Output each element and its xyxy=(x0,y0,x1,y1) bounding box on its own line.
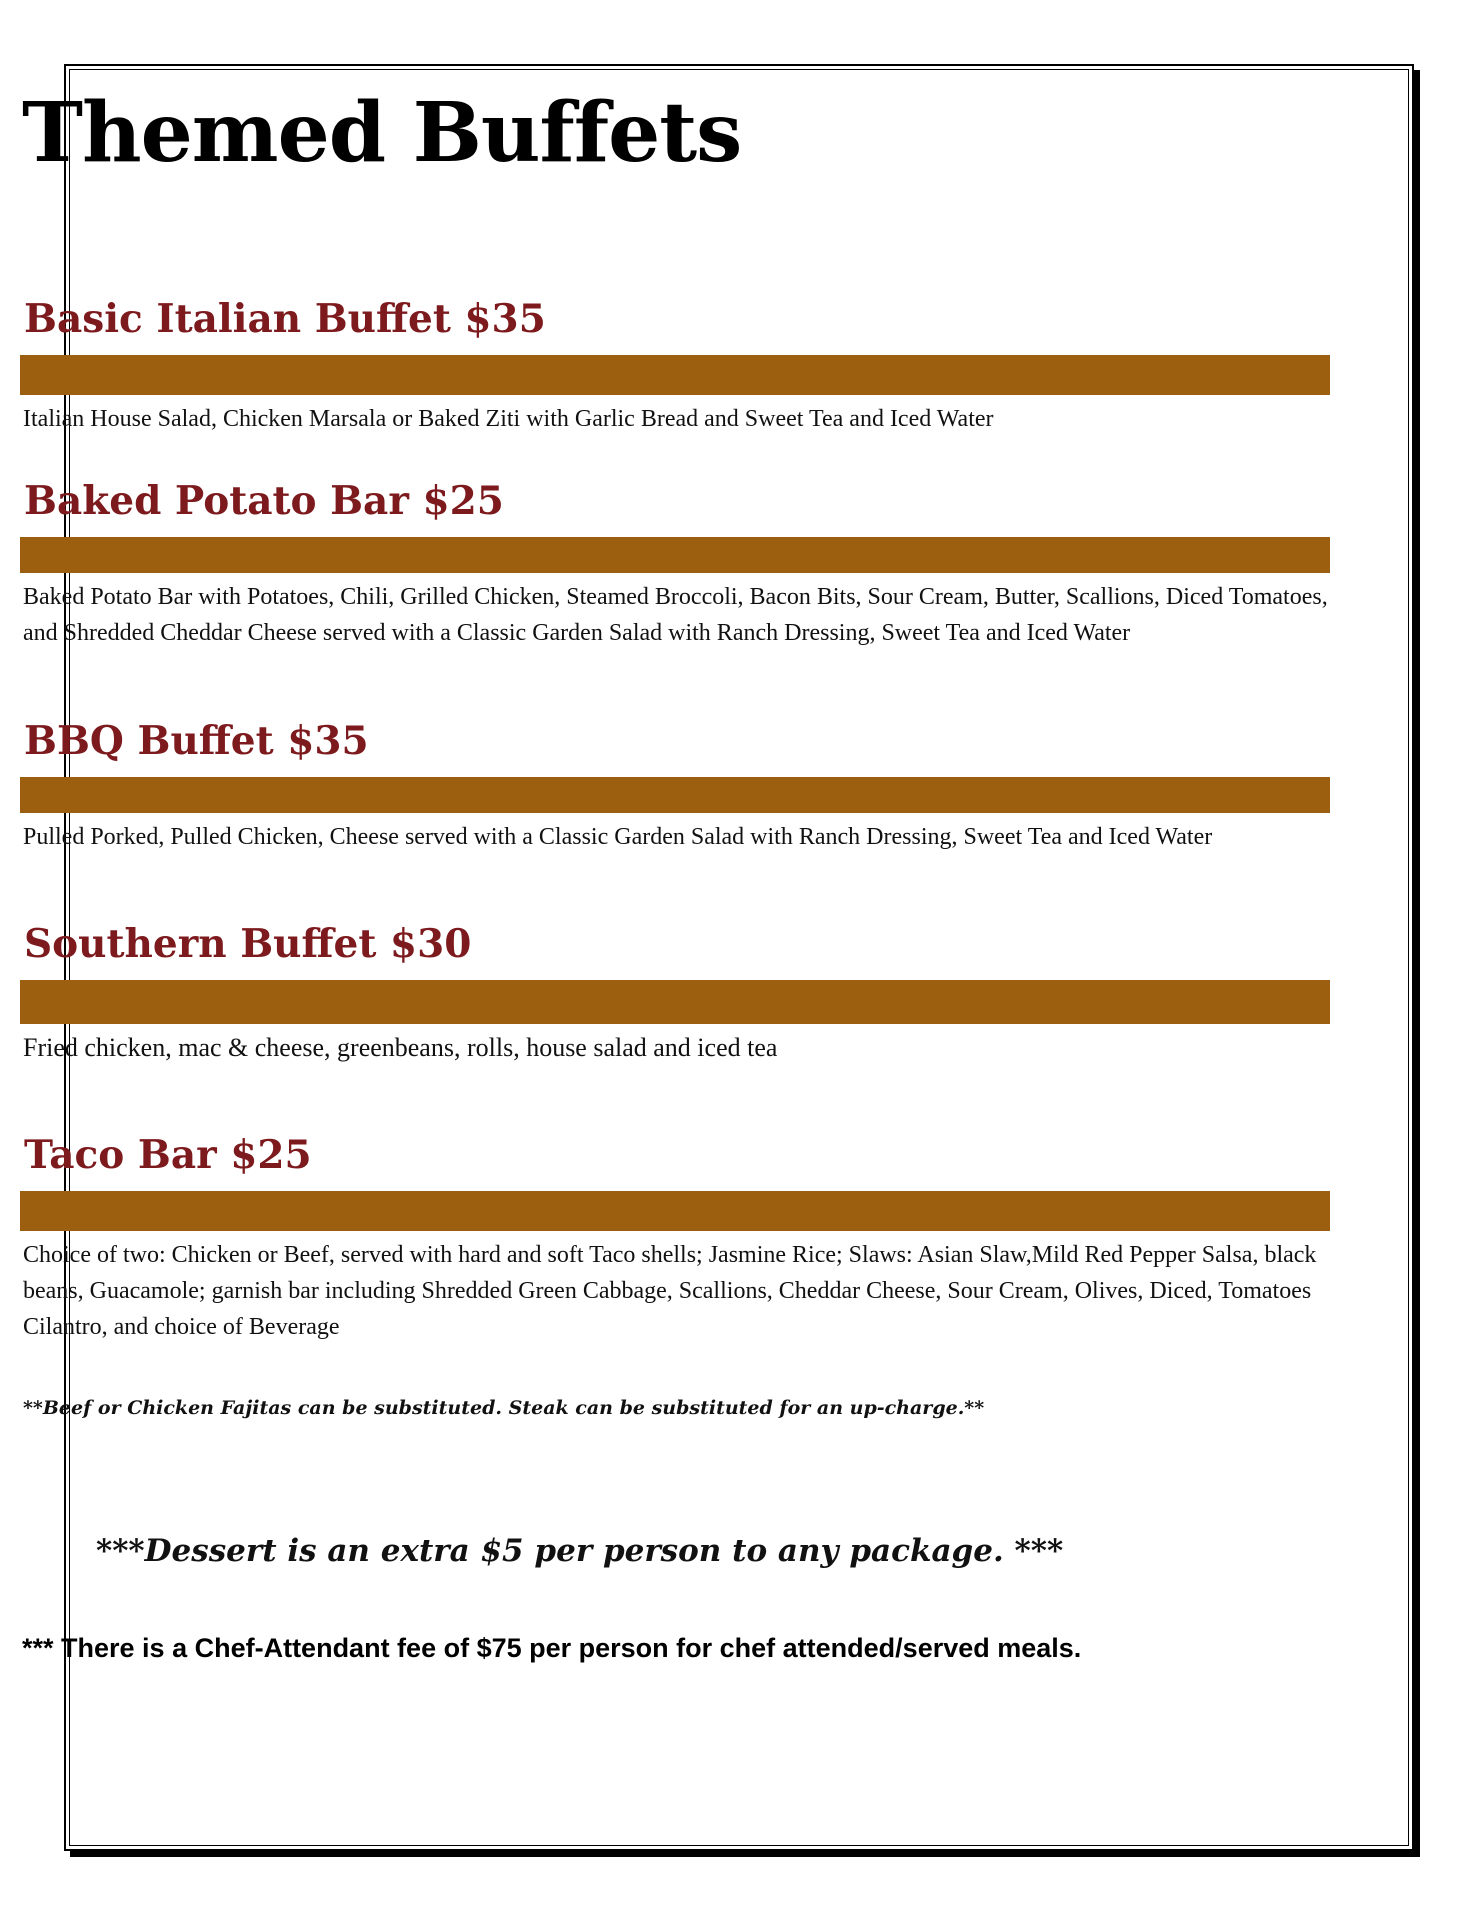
section-divider-bar xyxy=(20,355,1330,395)
section-divider-bar xyxy=(20,537,1330,573)
section-divider-bar xyxy=(20,777,1330,813)
section-heading: Baked Potato Bar $25 xyxy=(24,478,504,524)
section-description: Choice of two: Chicken or Beef, served with hard and soft Taco shells; Jasmine Rice; Slaws: Asian Slaw,Mild Red Pepper Salsa, black beans, Guacamole; garnish bar including Shredded Green Cabbage, Scallions, Cheddar Cheese, Sour Cream, Olives, Diced, Tomatoes Cilantro, and choice of Beverage xyxy=(23,1242,1317,1340)
section-baked-potato-bar xyxy=(20,478,1330,651)
section-divider-bar xyxy=(20,1191,1330,1231)
section-taco-bar xyxy=(20,1132,1330,1345)
section-basic-italian-buffet xyxy=(20,296,1330,437)
section-description: Italian House Salad, Chicken Marsala or Baked Ziti with Garlic Bread and Sweet Tea and Iced Water xyxy=(23,406,994,432)
section-divider-bar xyxy=(20,980,1330,1024)
dessert-note: ***Dessert is an extra $5 per person to any package. *** xyxy=(96,1533,1064,1569)
section-southern-buffet xyxy=(20,921,1330,1066)
section-description: Pulled Porked, Pulled Chicken, Cheese served with a Classic Garden Salad with Ranch Dressing, Sweet Tea and Iced Water xyxy=(23,824,1213,850)
substitution-note: **Beef or Chicken Fajitas can be substituted. Steak can be substituted for an up-charge.** xyxy=(23,1397,985,1419)
chef-fee-note: *** There is a Chef-Attendant fee of $75 per person for chef attended/served meals. xyxy=(22,1633,1082,1663)
section-heading: Southern Buffet $30 xyxy=(24,921,472,967)
section-bbq-buffet xyxy=(20,718,1330,855)
section-heading: BBQ Buffet $35 xyxy=(24,718,369,764)
section-heading: Basic Italian Buffet $35 xyxy=(24,296,546,342)
section-heading: Taco Bar $25 xyxy=(24,1132,312,1178)
section-description: Fried chicken, mac & cheese, greenbeans, rolls, house salad and iced tea xyxy=(23,1033,778,1062)
page-title: Themed Buffets xyxy=(22,85,742,181)
section-description: Baked Potato Bar with Potatoes, Chili, Grilled Chicken, Steamed Broccoli, Bacon Bits, Sour Cream, Butter, Scallions, Diced Tomatoes, and Shredded Cheddar Cheese served with a Classic Garden Salad with Ranch Dressing, Sweet Tea and Iced Water xyxy=(23,584,1328,646)
